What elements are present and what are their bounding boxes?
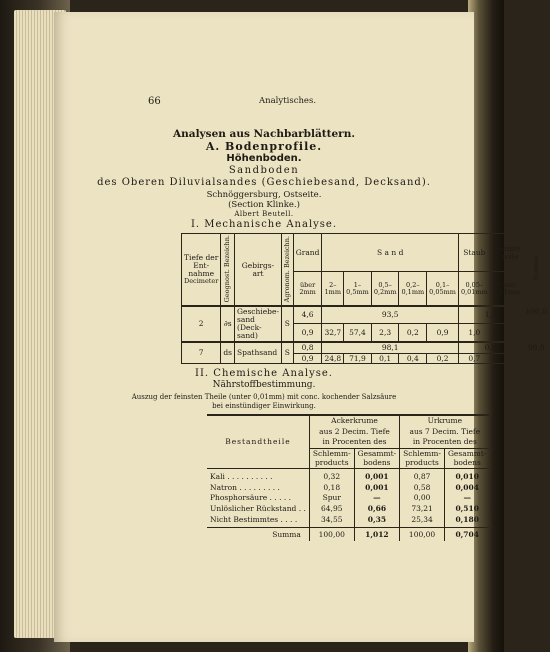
header-geog <box>221 234 235 307</box>
cell-value: Spur <box>309 493 354 504</box>
cell-fine-total: 0,9 <box>458 342 523 353</box>
cell-feinste: 0,7 <box>458 353 490 364</box>
cell-grand: 4,6 <box>293 306 322 324</box>
table-total-row <box>207 528 489 541</box>
header-schlemm-b-l2: products <box>405 457 439 467</box>
header-grand: Grand <box>293 234 322 272</box>
header-sand-col-2: 1–0,5mm <box>344 272 372 307</box>
chemical-analysis-title: II. Chemische Analyse. <box>195 368 333 379</box>
header-group1-l2: aus 2 Decim. Tiefe <box>309 427 399 438</box>
chemical-note-1: Auszug der feinsten Theile (unter 0,01mm) mit conc. kochender Salzsäure <box>131 393 397 401</box>
formation-name: des Oberen Diluvialsandes (Geschiebesand, Decksand). <box>97 177 431 188</box>
cell-value: 0,66 <box>354 504 400 515</box>
cell-component: Unlöslicher Rückstand . . <box>207 504 309 515</box>
header-gesammt-b-l2: bodens <box>453 457 481 467</box>
cell-empty <box>490 353 523 364</box>
header-sand-col-1: 2–1mm <box>322 272 344 307</box>
cell-total: 1,012 <box>354 528 400 541</box>
cell-value: 25,34 <box>400 515 445 528</box>
header-gesammt-a <box>354 448 400 468</box>
table-row <box>207 515 489 528</box>
header-group2-l1: Urkrume <box>400 415 490 427</box>
header-feinste-sub: unter 0,01mm <box>490 272 523 307</box>
cell-component: Kali . . . . . . . . . . <box>207 469 309 483</box>
cell-value: 0,004 <box>455 482 479 492</box>
cell-staub: 0,9 <box>427 324 459 342</box>
header-grand-sub: über 2mm <box>293 272 322 307</box>
cell-value: 0,001 <box>354 469 400 483</box>
cell-total: 0,704 <box>455 530 479 540</box>
cell-sand-total: 93,5 <box>322 306 459 324</box>
author: Albert Beutell. <box>234 210 294 218</box>
book-page <box>54 12 547 642</box>
cell-fine-total: 1,9 <box>458 306 523 324</box>
header-agro <box>281 234 293 307</box>
location: Schnöggersburg, Ostseite. <box>206 190 322 200</box>
cell-value: 34,55 <box>309 515 354 528</box>
cell-geog: ∂s <box>221 306 235 342</box>
section-name: (Section Klinke.) <box>228 200 300 210</box>
header-agro-label: Agronom. Bezeichn. <box>282 235 291 302</box>
header-gesammt-a-l1: Gesammt- <box>357 448 397 458</box>
cell-sand-value: 2,3 <box>371 324 399 342</box>
header-summa-label: Summa <box>531 256 540 282</box>
cell-value: 0,180 <box>444 515 489 528</box>
running-title: Analytisches. <box>259 96 317 106</box>
cell-value: 73,21 <box>400 504 445 515</box>
header-gesammt-a-l2: bodens <box>363 457 391 467</box>
chemical-analysis-table <box>207 414 489 541</box>
header-schlemm-b-l1: Schlemm- <box>403 448 441 458</box>
cell-total-label: Summa <box>207 528 309 541</box>
page-number: 66 <box>148 96 161 107</box>
header-feinste: Feinste Theile <box>490 234 523 272</box>
header-schlemm-a-l2: products <box>314 457 349 467</box>
table-row <box>207 504 489 515</box>
cell-value: 0,510 <box>455 504 479 513</box>
table-row <box>182 306 550 324</box>
cell-depth: 7 <box>182 342 221 364</box>
cell-total: 100,00 <box>309 528 354 541</box>
mechanical-analysis-table <box>181 233 550 364</box>
cell-component: Phosphorsäure . . . . . <box>207 493 309 504</box>
section-a-title: A. Bodenprofile. <box>205 140 323 153</box>
cell-component: Natron . . . . . . . . . <box>207 483 309 494</box>
header-group2-l2: aus 7 Decim. Tiefe <box>409 426 481 436</box>
cell-value: 0,00 <box>400 493 445 504</box>
cell-value: 0,35 <box>354 515 400 528</box>
header-gesammt-b-l1: Gesammt- <box>447 448 487 458</box>
cell-value: 64,95 <box>309 504 354 515</box>
header-sand-col-3: 0,5–0,2mm <box>371 272 399 307</box>
cell-total: 100,00 <box>400 528 445 541</box>
cell-agro: S <box>281 342 293 364</box>
header-group2-l3: in Procenten des <box>400 437 490 448</box>
cell-value: 0,001 <box>354 483 400 494</box>
header-staub: Staub <box>458 234 490 272</box>
cell-staub: 0,2 <box>427 353 459 364</box>
header-schlemm-a-l1: Schlemm- <box>312 448 351 458</box>
header-group1-l1: Ackerkrume <box>309 415 399 427</box>
header-group1-l3: in Procenten des <box>309 437 399 448</box>
header-sand-col-5: 0,1–0,05mm <box>427 272 459 307</box>
cell-summa: 100,0 <box>523 306 549 342</box>
header-rock-label: Gebirgs-art <box>241 260 275 278</box>
cell-value: 0,32 <box>309 469 354 483</box>
header-bestandtheile: Bestandtheile <box>207 415 309 469</box>
cell-grand-row2: 0,9 <box>293 324 322 342</box>
header-summa <box>523 234 549 307</box>
header-schlemm-b <box>400 448 445 468</box>
cell-summa: 99,8 <box>523 342 549 364</box>
table-row <box>207 469 489 483</box>
cell-component: Nicht Bestimmtes . . . . <box>207 515 309 528</box>
cell-sand-value: 0,2 <box>399 324 427 342</box>
cell-geog: ds <box>221 342 235 364</box>
mechanical-analysis-title: I. Mechanische Analyse. <box>190 219 338 230</box>
chemical-note-2: bei einstündiger Einwirkung. <box>212 402 316 410</box>
header-gesammt-b <box>444 448 489 468</box>
cell-sand-value: 0,4 <box>399 353 427 364</box>
cell-sand-value: 0,1 <box>371 353 399 364</box>
header-sand: S a n d <box>322 234 459 272</box>
cell-sand-value: 57,4 <box>344 324 372 342</box>
cell-rock: Spathsand <box>235 342 282 364</box>
cell-grand-row2: 0,9 <box>293 353 322 364</box>
header-staub-sub: 0,05–0,01mm <box>458 272 490 307</box>
cell-depth: 2 <box>182 306 221 342</box>
cell-value: 0,87 <box>400 469 445 483</box>
cell-value: 0,58 <box>400 483 445 494</box>
cell-value: 0,010 <box>455 472 479 482</box>
header-schlemm-a <box>309 448 354 468</box>
header-rock <box>235 234 282 307</box>
cell-value: — <box>463 493 471 503</box>
cell-rock: Geschiebe-sand (Deck-sand) <box>235 306 282 342</box>
cell-grand: 0,8 <box>293 342 322 353</box>
cell-sand-value: 24,8 <box>322 353 344 364</box>
cell-value: — <box>354 493 400 504</box>
cell-sand-value: 32,7 <box>322 324 344 342</box>
cell-sand-total: 98,1 <box>322 342 459 353</box>
cell-value: 0,18 <box>309 483 354 494</box>
header-depth-unit: Decimeter <box>184 277 219 286</box>
cell-feinste: 1,0 <box>458 324 490 342</box>
header-sand-col-4: 0,2–0,1mm <box>399 272 427 307</box>
cell-agro: S <box>281 306 293 342</box>
subsection-title: Höhenboden. <box>226 153 302 164</box>
main-title: Analysen aus Nachbarblättern. <box>172 128 355 140</box>
table-row <box>207 493 489 504</box>
header-depth <box>182 234 221 307</box>
table-row <box>207 483 489 494</box>
table-row <box>182 342 550 353</box>
header-geog-label: Geognost. Bezeichn. <box>223 235 232 303</box>
soil-type: Sandboden <box>228 165 300 176</box>
header-depth-label: Tiefe der Ent-nahme <box>184 253 219 279</box>
cell-empty <box>490 324 523 342</box>
cell-sand-value: 71,9 <box>344 353 372 364</box>
chemical-subtitle: Nährstoffbestimmung. <box>212 380 316 390</box>
